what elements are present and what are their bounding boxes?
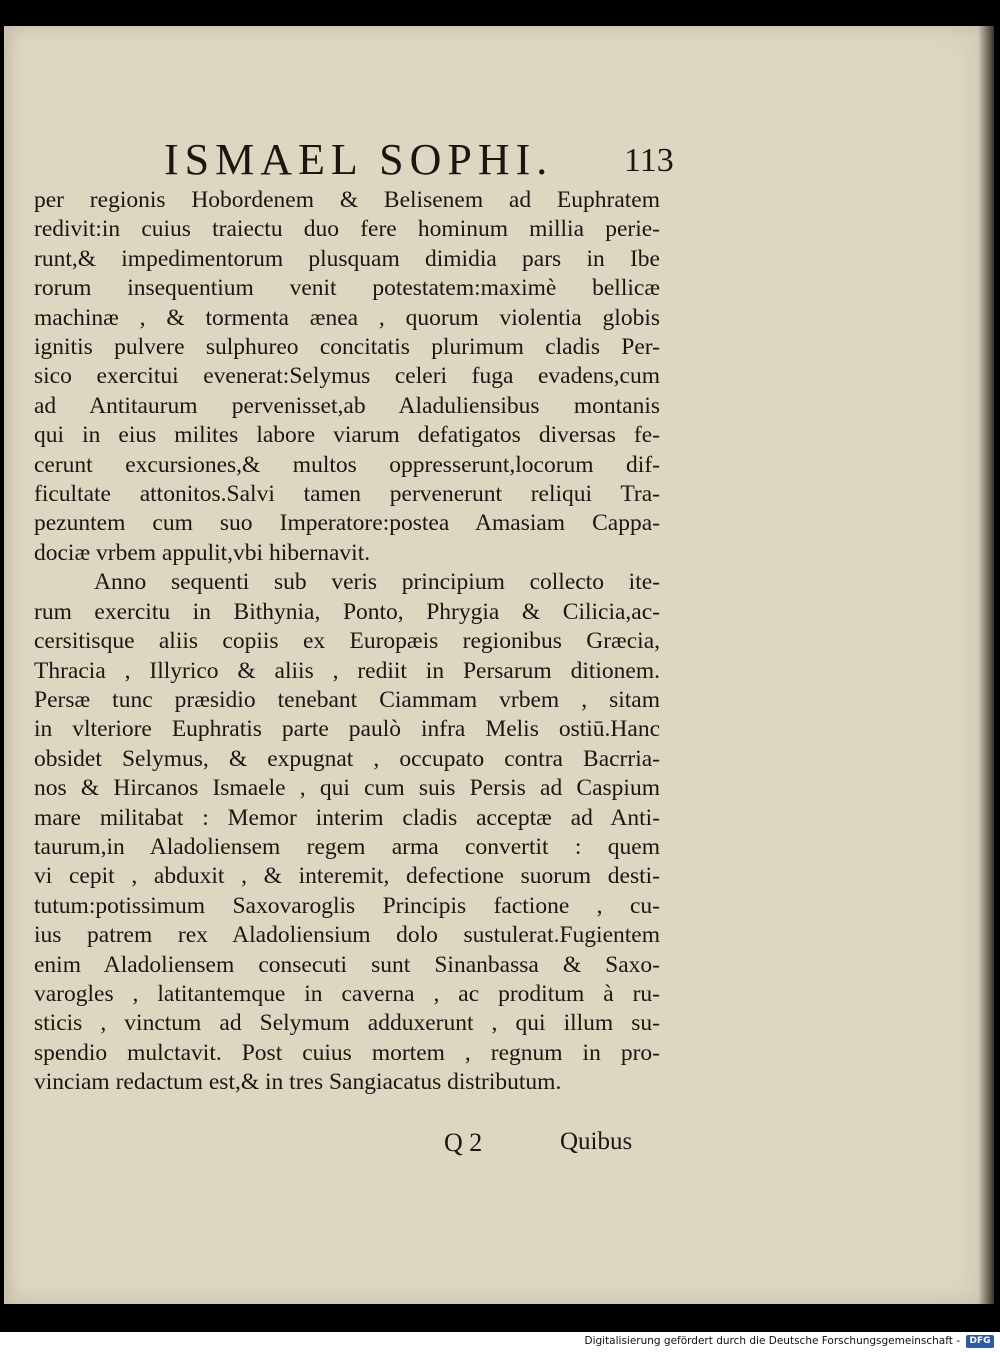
catchword: Quibus: [560, 1128, 633, 1155]
body-text: [34, 186, 660, 1098]
text-line: varogles , latitantemque in caverna , ac proditum à ru-: [34, 980, 660, 1007]
text-line: obsidet Selymus, & expugnat , occupato contra Bacrria-: [34, 745, 660, 772]
text-line: ignitis pulvere sulphureo concitatis plurimum cladis Per-: [34, 334, 660, 361]
digitization-note: Digitalisierung gefördert durch die Deutsche Forschungsgemeinschaft -: [584, 1335, 960, 1347]
text-line: machinæ , & tormenta ænea , quorum violentia globis: [34, 304, 660, 331]
text-line: rorum insequentium venit potestatem:maximè bellicæ: [34, 275, 660, 302]
text-line: ad Antitaurum pervenisset,ab Aladuliensibus montanis: [34, 392, 660, 419]
dfg-logo-icon: DFG: [966, 1335, 994, 1348]
text-line: per regionis Hobordenem & Belisenem ad Euphratem: [34, 187, 660, 213]
text-line: ius patrem rex Aladoliensium dolo sustulerat.Fugientem: [34, 922, 660, 949]
running-head: ISMAEL SOPHI.: [164, 135, 554, 184]
text-line: pezuntem cum suo Imperatore:postea Amasiam Cappa-: [34, 510, 660, 537]
text-line: rum exercitu in Bithynia, Ponto, Phrygia & Cilicia,ac-: [34, 598, 660, 625]
text-line: redivit:in cuius traiectu duo fere hominum millia perie-: [34, 216, 660, 243]
text-line: tutum:potissimum Saxovaroglis Principis factione , cu-: [34, 892, 660, 919]
text-line: Persæ tunc præsidio tenebant Ciammam vrbem , sitam: [34, 686, 660, 713]
text-line: spendio mulctavit. Post cuius mortem , regnum in pro-: [34, 1039, 660, 1066]
book-page: [4, 26, 994, 1304]
text-line: sticis , vinctum ad Selymum adduxerunt , qui illum su-: [34, 1010, 660, 1037]
text-line: cerunt excursiones,& multos oppresserunt,locorum dif-: [34, 451, 660, 478]
text-line: in vlteriore Euphratis parte paulò infra Melis ostiū.Hanc: [34, 716, 660, 743]
text-line: sico exercitui evenerat:Selymus celeri fuga evadens,cum: [34, 363, 660, 390]
text-line: dociæ vrbem appulit,vbi hibernavit.: [34, 539, 371, 566]
text-line: Anno sequenti sub veris principium collecto ite-: [94, 569, 660, 596]
page-left-edge: [4, 26, 14, 1304]
text-line: runt,& impedimentorum plusquam dimidia pars in Ibe: [34, 245, 660, 272]
text-line: taurum,in Aladoliensem regem arma convertit : quem: [34, 833, 660, 860]
text-line: vinciam redactum est,& in tres Sangiacatus distributum.: [34, 1069, 562, 1096]
text-line: mare militabat : Memor interim cladis acceptæ ad Anti-: [34, 804, 660, 831]
text-line: enim Aladoliensem consecuti sunt Sinanbassa & Saxo-: [34, 951, 660, 978]
page-right-edge: [978, 26, 994, 1304]
text-line: qui in eius milites labore viarum defatigatos diversas fe-: [34, 422, 660, 449]
page-number: 113: [624, 142, 674, 179]
text-line: nos & Hircanos Ismaele , qui cum suis Persis ad Caspium: [34, 775, 660, 802]
text-line: Thracia , Illyrico & aliis , rediit in Persarum ditionem.: [34, 657, 660, 684]
text-line: ficultate attonitos.Salvi tamen pervenerunt reliqui Tra-: [34, 481, 660, 508]
signature-mark: Q 2: [444, 1128, 483, 1157]
digitization-footer: [0, 1332, 1000, 1352]
text-line: vi cepit , abduxit , & interemit, defectione suorum desti-: [34, 863, 660, 890]
text-line: cersitisque aliis copiis ex Europæis regionibus Græcia,: [34, 628, 660, 655]
